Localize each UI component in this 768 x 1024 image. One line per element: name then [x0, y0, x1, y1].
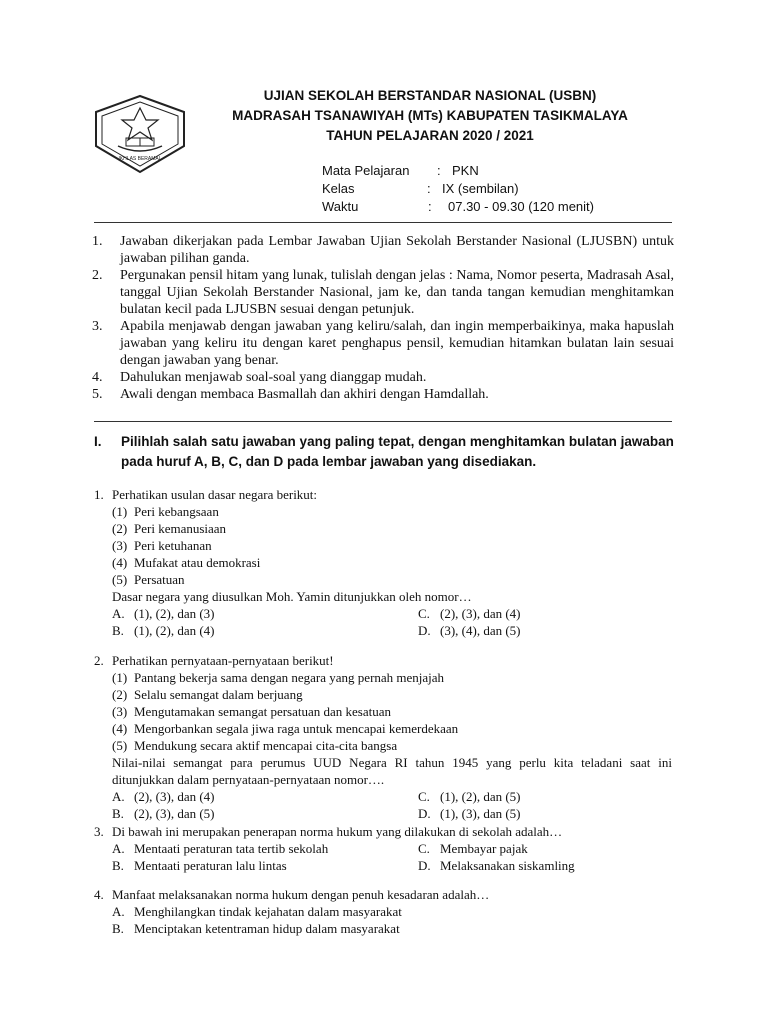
list-item: (4) Mufakat atau demokrasi [112, 555, 261, 570]
section-text: Pilihlah salah satu jawaban yang paling tepat, dengan menghitamkan bulatan jawaban pada huruf A, B, C, dan D pada lembar jawaban yang disediakan. [121, 434, 674, 469]
divider [94, 222, 672, 223]
exam-title: UJIAN SEKOLAH BERSTANDAR NASIONAL (USBN) [263, 88, 597, 103]
list-item: (5) Mendukung secara aktif mencapai cita-cita bangsa [112, 738, 398, 753]
svg-text:IKHLAS BERAMAL: IKHLAS BERAMAL [118, 156, 162, 162]
option-a[interactable]: A. (2), (3), dan (4) [112, 789, 215, 804]
option-a[interactable]: A. (1), (2), dan (3) [112, 606, 215, 621]
info-label: Kelas [322, 181, 355, 196]
instruction-item: 5. Awali dengan membaca Basmallah dan akhiri dengan Hamdallah. [92, 387, 489, 402]
option-b[interactable]: B. (1), (2), dan (4) [112, 623, 215, 638]
info-colon: : [427, 181, 431, 196]
list-item: (5) Persatuan [112, 572, 185, 587]
instruction-item: 2. Pergunakan pensil hitam yang lunak, tulislah dengan jelas : Nama, Nomor peserta, Madrasah Asal, tanggal Ujian Sekolah Berstander Nasional, jam ke, dan tanda tangan kemudian menghitamkan bulatan kecil pada LJUSBN sesuai dengan petunjuk. [92, 268, 674, 317]
options-row [112, 840, 672, 857]
section-number: I. [94, 434, 102, 449]
options-row [112, 857, 672, 874]
option-c[interactable]: C. (2), (3), dan (4) [418, 606, 521, 621]
option-d[interactable]: D. Melaksanakan siskamling [418, 858, 575, 873]
options-row [112, 788, 672, 805]
option-c[interactable]: C. (1), (2), dan (5) [418, 789, 521, 804]
question-1 [94, 486, 672, 639]
list-item: (4) Mengorbankan segala jiwa raga untuk mencapai kemerdekaan [112, 721, 459, 736]
option-c[interactable]: C. Membayar pajak [418, 841, 528, 856]
list-item: (3) Mengutamakan semangat persatuan dan kesatuan [112, 704, 392, 719]
option-b[interactable]: B. Menciptakan ketentraman hidup dalam masyarakat [112, 921, 400, 936]
school-name: MADRASAH TSANAWIYAH (MTs) KABUPATEN TASIKMALAYA [232, 108, 628, 123]
question-4 [94, 886, 672, 937]
list-item: (2) Selalu semangat dalam berjuang [112, 687, 303, 702]
option-a[interactable]: A. Menghilangkan tindak kejahatan dalam masyarakat [112, 904, 402, 919]
question-prompt: Nilai-nilai semangat para perumus UUD Negara RI tahun 1945 yang perlu kita teladani saat ini ditunjukkan dalam pernyataan-pernyataan nomor…. [112, 755, 672, 787]
option-d[interactable]: D. (3), (4), dan (5) [418, 623, 521, 638]
instruction-item: 3. Apabila menjawab dengan jawaban yang keliru/salah, dan ingin memperbaikinya, maka hapuslah jawaban yang keliru itu dengan karet penghapus pensil, kemudian hitamkan bulatan lain sesuai dengan jawaban yang benar. [92, 319, 674, 368]
info-value: IX (sembilan) [442, 181, 519, 196]
list-item: (1) Peri kebangsaan [112, 504, 219, 519]
info-label: Waktu [322, 199, 359, 214]
question-3 [94, 823, 672, 874]
divider [94, 421, 672, 422]
instruction-item: 1. Jawaban dikerjakan pada Lembar Jawaban Ujian Sekolah Berstander Nasional (LJUSBN) untuk jawaban pilihan ganda. [92, 234, 674, 266]
option-b[interactable]: B. Mentaati peraturan lalu lintas [112, 858, 287, 873]
question-stem: 4. Manfaat melaksanakan norma hukum dengan penuh kesadaran adalah… [94, 887, 490, 902]
info-value: 07.30 - 09.30 (120 menit) [448, 199, 594, 214]
list-item: (2) Peri kemanusiaan [112, 521, 227, 536]
school-year: TAHUN PELAJARAN 2020 / 2021 [326, 128, 534, 143]
question-2 [94, 652, 672, 822]
options-row [112, 605, 672, 622]
instruction-list [92, 233, 674, 403]
info-label: Mata Pelajaran [322, 163, 410, 178]
options-row [112, 805, 672, 822]
list-item: (1) Pantang bekerja sama dengan negara yang pernah menjajah [112, 670, 445, 685]
option-b[interactable]: B. (2), (3), dan (5) [112, 806, 215, 821]
question-prompt: Dasar negara yang diusulkan Moh. Yamin ditunjukkan oleh nomor… [112, 589, 472, 604]
ministry-emblem-logo [92, 94, 188, 174]
info-colon: : [437, 163, 441, 178]
question-stem: 2. Perhatikan pernyataan-pernyataan berikut! [94, 653, 334, 668]
question-stem: 3. Di bawah ini merupakan penerapan norma hukum yang dilakukan di sekolah adalah… [94, 824, 563, 839]
instruction-item: 4. Dahulukan menjawab soal-soal yang dianggap mudah. [92, 370, 427, 385]
section-heading [94, 432, 674, 472]
option-a[interactable]: A. Mentaati peraturan tata tertib sekolah [112, 841, 329, 856]
info-value: PKN [452, 163, 479, 178]
info-colon: : [428, 199, 432, 214]
option-d[interactable]: D. (1), (3), dan (5) [418, 806, 521, 821]
question-stem: 1. Perhatikan usulan dasar negara berikut: [94, 487, 318, 502]
options-row [112, 622, 672, 639]
list-item: (3) Peri ketuhanan [112, 538, 212, 553]
